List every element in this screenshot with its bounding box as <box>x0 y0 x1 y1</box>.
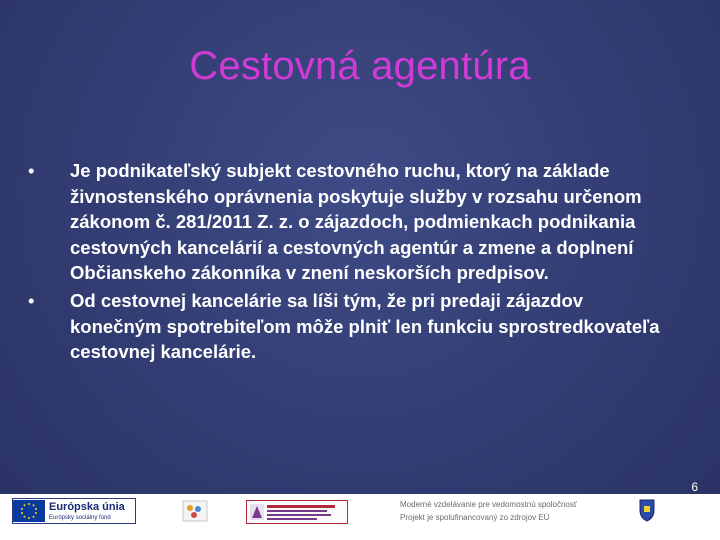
agency-logo-text <box>267 505 335 520</box>
agency-logo <box>246 500 348 524</box>
eu-logo <box>12 498 136 524</box>
bullet-text: Od cestovnej kancelárie sa líši tým, že pri predaji zájazdov konečným spotrebiteľom môže plniť len funkciu sprostredkovateľa cestovnej kancelárie. <box>70 289 660 363</box>
bullet-dot-icon: • <box>28 289 35 311</box>
bullet-item <box>28 158 668 286</box>
footer-text <box>400 498 650 524</box>
coat-of-arms-icon <box>638 498 656 522</box>
slide-title: Cestovná agentúra <box>189 44 531 88</box>
eu-subtitle: Európsky sociálny fond <box>49 514 111 521</box>
eu-flag-icon <box>13 500 45 522</box>
bullet-text: Je podnikateľský subjekt cestovného ruchu, ktorý na základe živnostenského oprávnenia poskytuje služby v rozsahu určenom zákonom č. 281/2011 Z. z. o zájazdoch, podmienkach podnikania cestovných kancelárií a cestovných agentúr a zmene a doplnení Občianskeho zákonníka v znení neskorších predpisov. <box>70 160 642 284</box>
agency-logo-icon <box>249 503 265 521</box>
footer-bar <box>0 494 720 540</box>
page-number: 6 <box>691 480 698 494</box>
bullet-list <box>28 158 668 367</box>
bullet-dot-icon: • <box>28 160 35 181</box>
footer-line-1: Moderné vzdelávanie pre vedomostnú spoločnosť <box>400 500 577 509</box>
eu-title: Európska únia <box>49 500 125 513</box>
footer-line-2: Projekt je spolufinancovaný zo zdrojov EÚ <box>400 513 550 522</box>
partner-logo-icon <box>182 500 208 522</box>
bullet-item <box>28 288 668 365</box>
